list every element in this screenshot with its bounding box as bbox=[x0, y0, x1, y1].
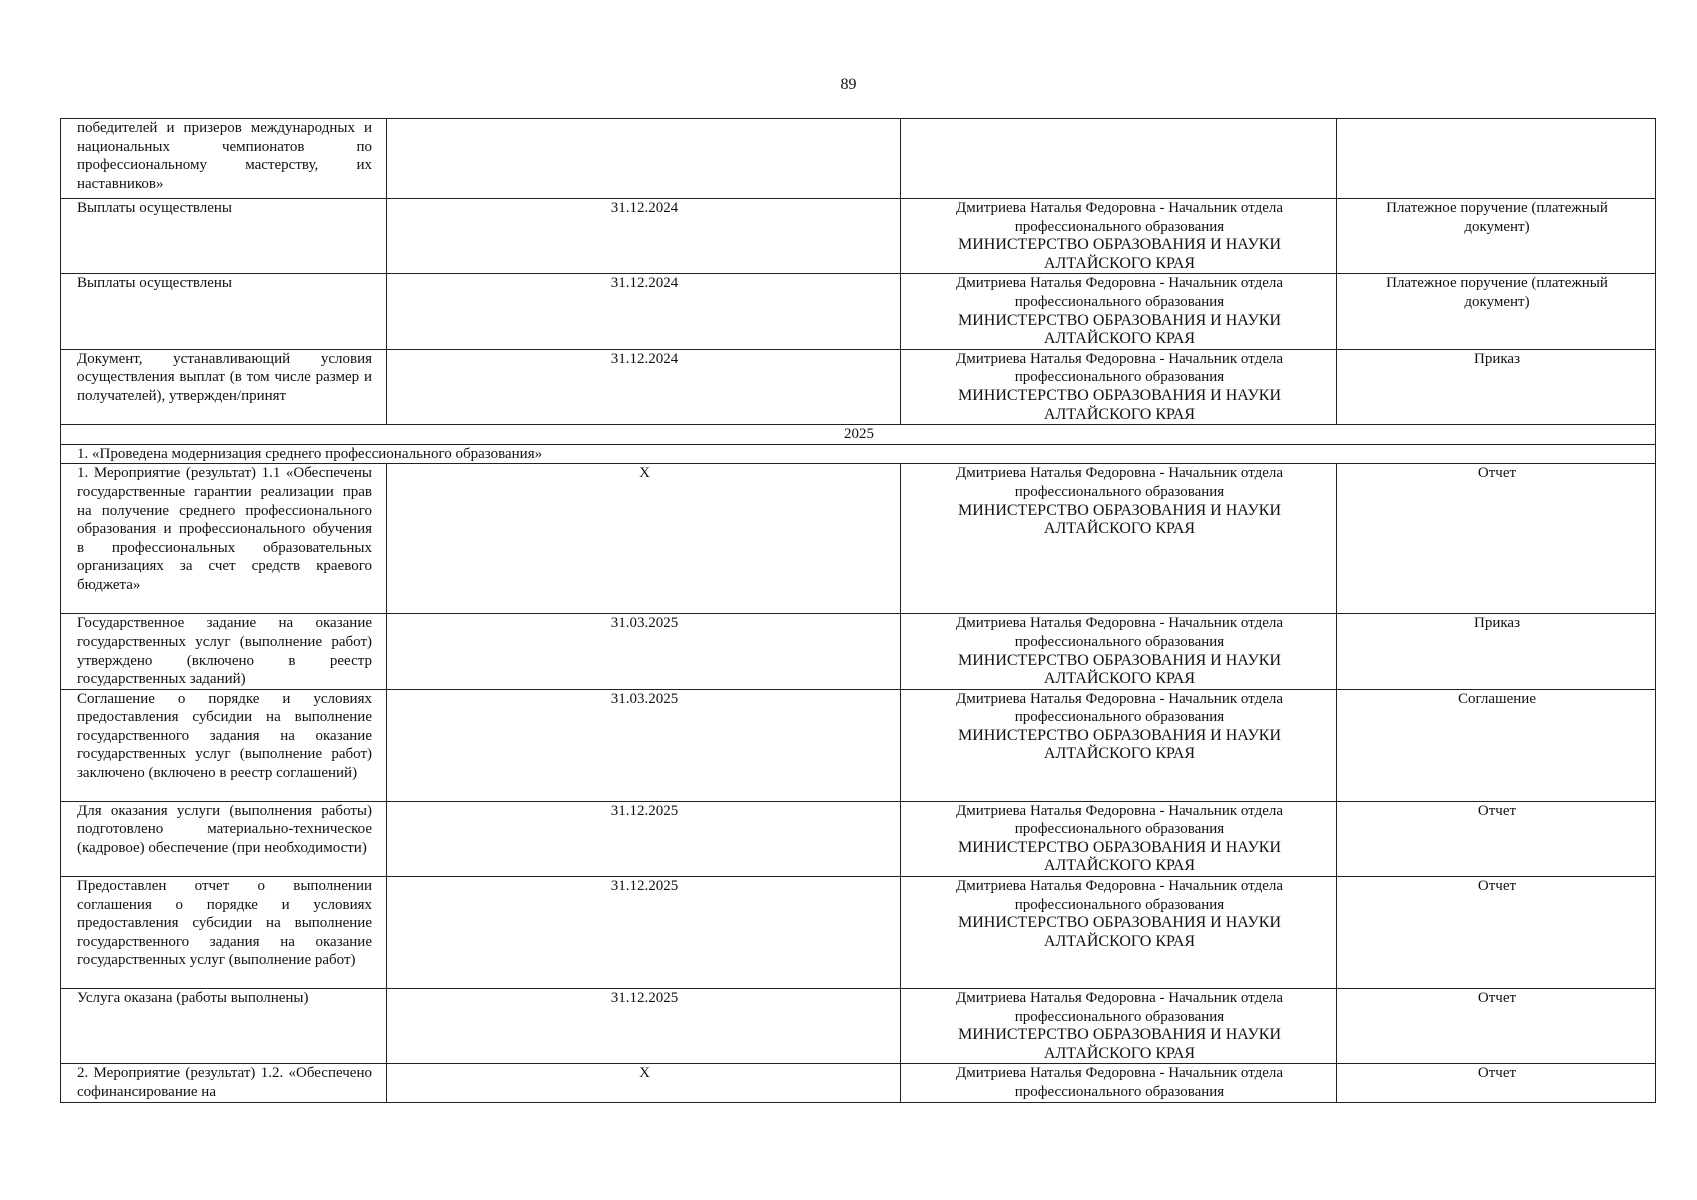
responsible-department: профессионального образования bbox=[1014, 633, 1225, 650]
table-row bbox=[61, 877, 1656, 989]
document-type-cell: Платежное поручение (платежный документ) bbox=[1337, 274, 1656, 349]
document-type-cell: Отчет bbox=[1337, 1064, 1656, 1102]
table-row bbox=[61, 689, 1656, 801]
responsible-organization: МИНИСТЕРСТВО ОБРАЗОВАНИЯ И НАУКИ АЛТАЙСКОГО КРАЯ bbox=[957, 726, 1281, 763]
deadline-cell: 31.12.2024 bbox=[387, 199, 901, 274]
responsible-cell bbox=[901, 1064, 1337, 1102]
responsible-cell bbox=[901, 464, 1337, 614]
deadline-cell: 31.03.2025 bbox=[387, 689, 901, 801]
document-type-cell: Соглашение bbox=[1337, 689, 1656, 801]
event-name-cell: 2. Мероприятие (результат) 1.2. «Обеспечено софинансирование на bbox=[61, 1064, 387, 1102]
responsible-organization: МИНИСТЕРСТВО ОБРАЗОВАНИЯ И НАУКИ АЛТАЙСКОГО КРАЯ bbox=[957, 236, 1281, 272]
responsible-cell bbox=[901, 199, 1337, 274]
responsible-person: Дмитриева Наталья Федоровна - Начальник отдела bbox=[955, 990, 1283, 1007]
deadline-cell: 31.12.2024 bbox=[387, 274, 901, 349]
event-name-cell: победителей и призеров международных и национальных чемпионатов по профессиональному мастерству, их наставников» bbox=[61, 119, 387, 199]
responsible-department: профессионального образования bbox=[1014, 218, 1225, 235]
responsible-cell bbox=[901, 349, 1337, 424]
deadline-cell: X bbox=[387, 1064, 901, 1102]
document-type-cell: Отчет bbox=[1337, 877, 1656, 989]
year-row bbox=[61, 425, 1656, 445]
responsible-person: Дмитриева Наталья Федоровна - Начальник отдела bbox=[955, 878, 1283, 895]
deadline-cell: 31.12.2025 bbox=[387, 801, 901, 876]
document-type-cell: Отчет bbox=[1337, 801, 1656, 876]
plan-table bbox=[60, 118, 1656, 1103]
responsible-person: Дмитриева Наталья Федоровна - Начальник отдела bbox=[955, 350, 1283, 367]
plan-table-body bbox=[61, 119, 1656, 1103]
page-number: 89 bbox=[840, 76, 857, 93]
responsible-organization: МИНИСТЕРСТВО ОБРАЗОВАНИЯ И НАУКИ АЛТАЙСКОГО КРАЯ bbox=[957, 501, 1281, 538]
table-row bbox=[61, 614, 1656, 689]
responsible-person: Дмитриева Наталья Федоровна - Начальник отдела bbox=[955, 465, 1283, 482]
responsible-department: профессионального образования bbox=[1014, 369, 1225, 386]
responsible-department: профессионального образования bbox=[1014, 1008, 1225, 1025]
responsible-department: профессионального образования bbox=[1014, 1084, 1225, 1101]
responsible-organization: МИНИСТЕРСТВО ОБРАЗОВАНИЯ И НАУКИ АЛТАЙСКОГО КРАЯ bbox=[957, 1026, 1281, 1062]
event-name-cell: Предоставлен отчет о выполнении соглашения о порядке и условиях предоставления субсидии на выполнение государственного задания на оказание государственных услуг (выполнение работ) bbox=[61, 877, 387, 989]
event-name-cell: Выплаты осуществлены bbox=[61, 274, 387, 349]
responsible-cell bbox=[901, 801, 1337, 876]
responsible-person: Дмитриева Наталья Федоровна - Начальник отдела bbox=[955, 200, 1283, 216]
table-row bbox=[61, 464, 1656, 614]
deadline-cell: 31.12.2025 bbox=[387, 877, 901, 989]
table-row bbox=[61, 1064, 1656, 1102]
deadline-cell: 31.12.2025 bbox=[387, 989, 901, 1064]
responsible-department: профессионального образования bbox=[1014, 483, 1225, 500]
table-row bbox=[61, 119, 1656, 199]
responsible-cell bbox=[901, 989, 1337, 1064]
event-name-cell: Выплаты осуществлены bbox=[61, 199, 387, 274]
event-name-cell: Документ, устанавливающий условия осуществления выплат (в том числе размер и получателей), утвержден/принят bbox=[61, 349, 387, 424]
responsible-person: Дмитриева Наталья Федоровна - Начальник отдела bbox=[955, 615, 1283, 632]
event-name-cell: Для оказания услуги (выполнения работы) подготовлено материально-техническое (кадровое) обеспечение (при необходимости) bbox=[61, 801, 387, 876]
responsible-person: Дмитриева Наталья Федоровна - Начальник отдела bbox=[955, 802, 1283, 819]
table-row bbox=[61, 199, 1656, 274]
document-type-cell: Платежное поручение (платежный документ) bbox=[1337, 199, 1656, 274]
event-name-cell: 1. Мероприятие (результат) 1.1 «Обеспечены государственные гарантии реализации прав на получение среднего профессионального образования и профессионального обучения в профессиональных образовательных организациях за счет средств краевого бюджета» bbox=[61, 464, 387, 614]
event-name-cell: Государственное задание на оказание государственных услуг (выполнение работ) утверждено (включено в реестр государственных заданий) bbox=[61, 614, 387, 689]
section-row bbox=[61, 444, 1656, 464]
responsible-department: профессионального образования bbox=[1014, 821, 1225, 838]
document-type-cell: Отчет bbox=[1337, 989, 1656, 1064]
responsible-department: профессионального образования bbox=[1014, 709, 1225, 726]
responsible-cell bbox=[901, 689, 1337, 801]
responsible-department: профессионального образования bbox=[1014, 293, 1225, 310]
responsible-organization: МИНИСТЕРСТВО ОБРАЗОВАНИЯ И НАУКИ АЛТАЙСКОГО КРАЯ bbox=[957, 914, 1281, 950]
responsible-organization: МИНИСТЕРСТВО ОБРАЗОВАНИЯ И НАУКИ АЛТАЙСКОГО КРАЯ bbox=[957, 386, 1281, 423]
table-row bbox=[61, 801, 1656, 876]
document-type-cell: Приказ bbox=[1337, 614, 1656, 689]
table-row bbox=[61, 989, 1656, 1064]
responsible-organization: МИНИСТЕРСТВО ОБРАЗОВАНИЯ И НАУКИ АЛТАЙСКОГО КРАЯ bbox=[957, 311, 1281, 348]
responsible-organization: МИНИСТЕРСТВО ОБРАЗОВАНИЯ И НАУКИ АЛТАЙСКОГО КРАЯ bbox=[957, 651, 1281, 688]
responsible-cell bbox=[901, 877, 1337, 989]
deadline-cell: X bbox=[387, 464, 901, 614]
responsible-person: Дмитриева Наталья Федоровна - Начальник отдела bbox=[955, 275, 1283, 292]
responsible-person: Дмитриева Наталья Федоровна - Начальник отдела bbox=[955, 1065, 1283, 1082]
year-2025: 2025 bbox=[61, 425, 1656, 445]
table-row bbox=[61, 274, 1656, 349]
responsible-cell bbox=[901, 119, 1337, 199]
responsible-person: Дмитриева Наталья Федоровна - Начальник отдела bbox=[955, 690, 1283, 707]
deadline-cell bbox=[387, 119, 901, 199]
responsible-organization: МИНИСТЕРСТВО ОБРАЗОВАНИЯ И НАУКИ АЛТАЙСКОГО КРАЯ bbox=[957, 838, 1281, 875]
event-name-cell: Услуга оказана (работы выполнены) bbox=[61, 989, 387, 1064]
document-type-cell bbox=[1337, 119, 1656, 199]
responsible-department: профессионального образования bbox=[1014, 896, 1225, 913]
section-title: 1. «Проведена модернизация среднего профессионального образования» bbox=[61, 444, 1656, 464]
document-type-cell: Отчет bbox=[1337, 464, 1656, 614]
document-type-cell: Приказ bbox=[1337, 349, 1656, 424]
table-row bbox=[61, 349, 1656, 424]
deadline-cell: 31.03.2025 bbox=[387, 614, 901, 689]
deadline-cell: 31.12.2024 bbox=[387, 349, 901, 424]
responsible-cell bbox=[901, 274, 1337, 349]
responsible-cell bbox=[901, 614, 1337, 689]
event-name-cell: Соглашение о порядке и условиях предоставления субсидии на выполнение государственного задания на оказание государственных услуг (выполнение работ) заключено (включено в реестр соглашений) bbox=[61, 689, 387, 801]
